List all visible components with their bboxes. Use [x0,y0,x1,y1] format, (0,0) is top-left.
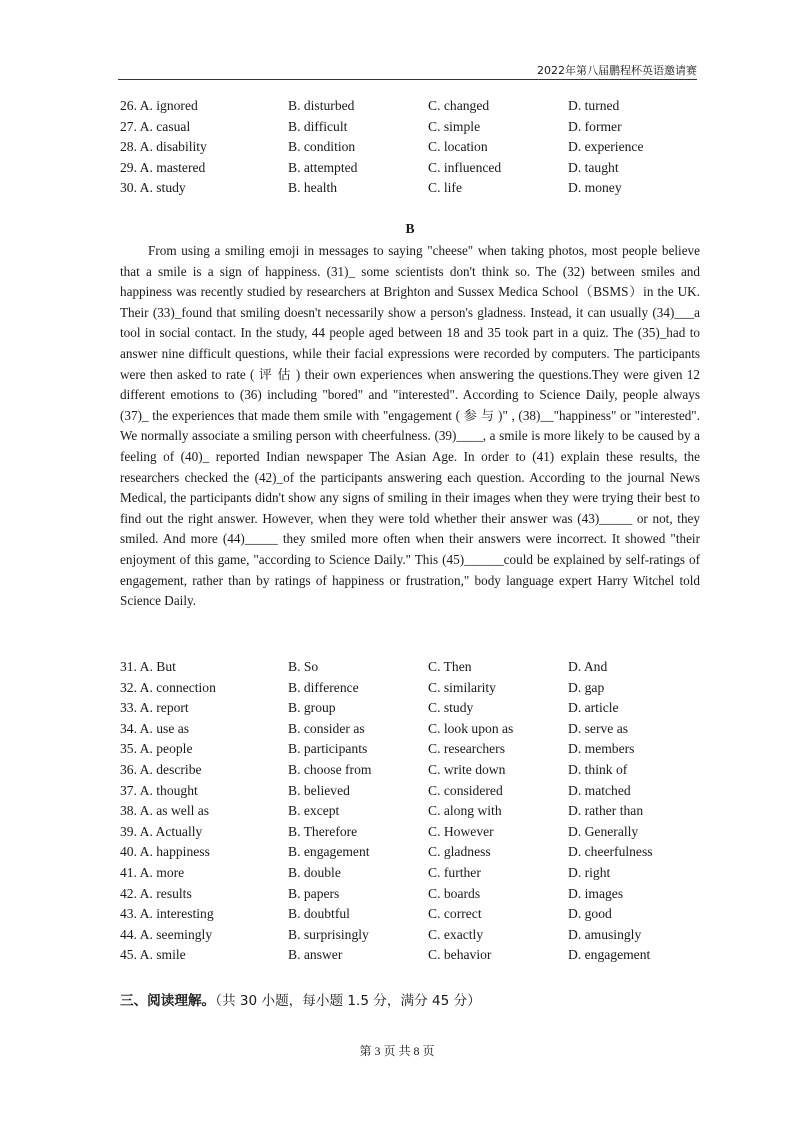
option-a: 32. A. connection [120,679,216,695]
option-a: 38. A. as well as [120,803,210,819]
part3-title: 三、阅读理解。 [120,993,216,1009]
option-row [120,822,700,843]
options-list-26-30 [120,96,700,199]
header-rule [118,79,697,80]
option-d: D. Generally [568,823,639,839]
option-a: 31. A. But [120,659,176,674]
option-a: 43. A. interesting [120,906,214,922]
option-c: C. correct [428,906,482,922]
option-b: B. group [288,700,336,716]
option-a: 30. A. study [120,180,186,196]
option-d: D. gap [568,679,605,695]
option-a: 45. A. smile [120,947,186,963]
option-b: B. difficult [288,118,348,134]
option-d: D. money [568,180,622,196]
option-b: B. papers [288,885,340,901]
section-b-heading: B [405,221,415,236]
option-c: C. exactly [428,926,484,942]
option-a: 40. A. happiness [120,844,210,860]
option-c: C. considered [428,782,503,798]
option-row [120,739,700,760]
option-c: C. study [428,700,474,716]
option-c: C. gladness [428,844,491,860]
option-b: B. So [288,659,319,674]
option-row [120,96,700,117]
option-row [120,904,700,925]
option-b: B. believed [288,782,350,798]
option-c: C. location [428,139,488,155]
option-row [120,678,700,699]
option-a: 36. A. describe [120,761,202,777]
option-b: B. attempted [288,159,358,175]
option-row [120,884,700,905]
option-d: D. And [568,659,608,674]
option-row [120,842,700,863]
option-d: D. good [568,906,612,922]
option-row [120,137,700,158]
option-row [120,760,700,781]
option-c: C. life [428,180,462,196]
option-b: B. answer [288,947,343,963]
option-d: D. engagement [568,947,651,963]
option-c: C. similarity [428,679,496,695]
option-d: D. amusingly [568,926,642,942]
option-row [120,801,700,822]
option-d: D. article [568,700,619,716]
option-d: D. images [568,885,624,901]
option-a: 26. A. ignored [120,98,198,113]
option-a: 29. A. mastered [120,159,206,175]
option-a: 28. A. disability [120,139,207,155]
option-c: C. look upon as [428,720,514,736]
option-c: C. behavior [428,947,492,963]
option-row [120,945,700,966]
option-b: B. disturbed [288,98,355,113]
option-b: B. consider as [288,720,365,736]
option-d: D. cheerfulness [568,844,653,860]
option-row [120,719,700,740]
option-row [120,117,700,138]
option-b: B. difference [288,679,359,695]
option-a: 34. A. use as [120,720,190,736]
option-row [120,925,700,946]
option-a: 37. A. thought [120,782,198,798]
option-row [120,178,700,199]
option-c: C. However [428,823,494,839]
option-d: D. turned [568,98,620,113]
part3-note: （共 30 小题，每小题 1.5 分，满分 45 分） [215,993,481,1009]
option-b: B. health [288,180,338,196]
option-a: 35. A. people [120,741,193,757]
option-c: C. boards [428,885,481,901]
option-row [120,781,700,802]
option-a: 27. A. casual [120,118,191,134]
option-b: B. engagement [288,844,370,860]
option-c: C. along with [428,803,502,819]
option-c: C. write down [428,761,506,777]
option-b: B. Therefore [288,823,358,839]
option-d: D. right [568,864,611,880]
page-header: 2022年第八届鹏程杯英语邀请赛 [537,64,697,77]
option-d: D. experience [568,139,644,155]
option-d: D. serve as [568,720,629,736]
option-row [120,657,700,678]
option-b: B. except [288,803,340,819]
page-footer: 第 3 页 共 8 页 [359,1044,435,1058]
option-c: C. researchers [428,741,505,757]
option-d: D. matched [568,782,631,798]
option-b: B. participants [288,741,368,757]
option-a: 41. A. more [120,864,185,880]
option-d: D. think of [568,761,628,777]
option-row [120,698,700,719]
option-d: D. rather than [568,803,644,819]
option-a: 33. A. report [120,700,189,716]
passage-b: From using a smiling emoji in messages to saying "cheese" when taking photos, most people believe that a smile is a sign of happiness. (31)_ some scientists don't think so. The (32) between smiles and happiness was recently studied by researchers at Brighton and Sussex Medica School（BSMS）in the UK. Their (33)_found that smiling doesn't necessarily show a person's gladness. Instead, it can usually (34)___a tool in social contact. In the study, 44 people aged between 18 and 35 took part in a quiz. The (35)_had to answer nine difficult questions, while their facial expressions were recorded by computers. The participants were then asked to rate ( 评 估 ) their own experiences when answering the questions.They were given 12 different emotions to (36) including "bored" and "interested". According to Science Daily, people always (37)_ the experiences that made them smile with "engagement ( 参 与 )" , (38)__"happiness" or "interested". We normally associate a smiling person with cheerfulness. (39)____, a smile is more likely to be caused by a feeling of (40)_ reported Indian newspaper The Asian Age. In order to (41) explain these results, the researchers checked the (42)_of the participants answering each question. According to the journal News Medical, the participants didn't show any signs of smiling in their images when they were trying their best to find out the right answer. However, when they were told whether their answer was (43)_____ or not, they smiled. And more (44)_____ they smiled more often when their answers were incorrect. It showed "their enjoyment of this game, "according to Science Daily." This (45)______could be explained by self-ratings of engagement, rather than by ratings of happiness or frustration," body language expert Harry Witchel told Science Daily. [120,243,700,609]
option-b: B. doubtful [288,906,350,922]
option-c: C. changed [428,98,490,113]
option-b: B. choose from [288,761,372,777]
options-list-31-45 [120,657,700,966]
option-a: 44. A. seemingly [120,926,213,942]
option-c: C. simple [428,118,481,134]
option-b: B. surprisingly [288,926,369,942]
option-c: C. influenced [428,159,502,175]
option-c: C. further [428,864,481,880]
option-row [120,158,700,179]
option-b: B. double [288,864,341,880]
option-d: D. taught [568,159,619,175]
option-d: D. former [568,118,622,134]
option-a: 39. A. Actually [120,823,203,839]
option-b: B. condition [288,139,356,155]
option-row [120,863,700,884]
option-d: D. members [568,741,635,757]
option-a: 42. A. results [120,885,192,901]
option-c: C. Then [428,659,472,674]
part3-heading [120,989,700,1009]
